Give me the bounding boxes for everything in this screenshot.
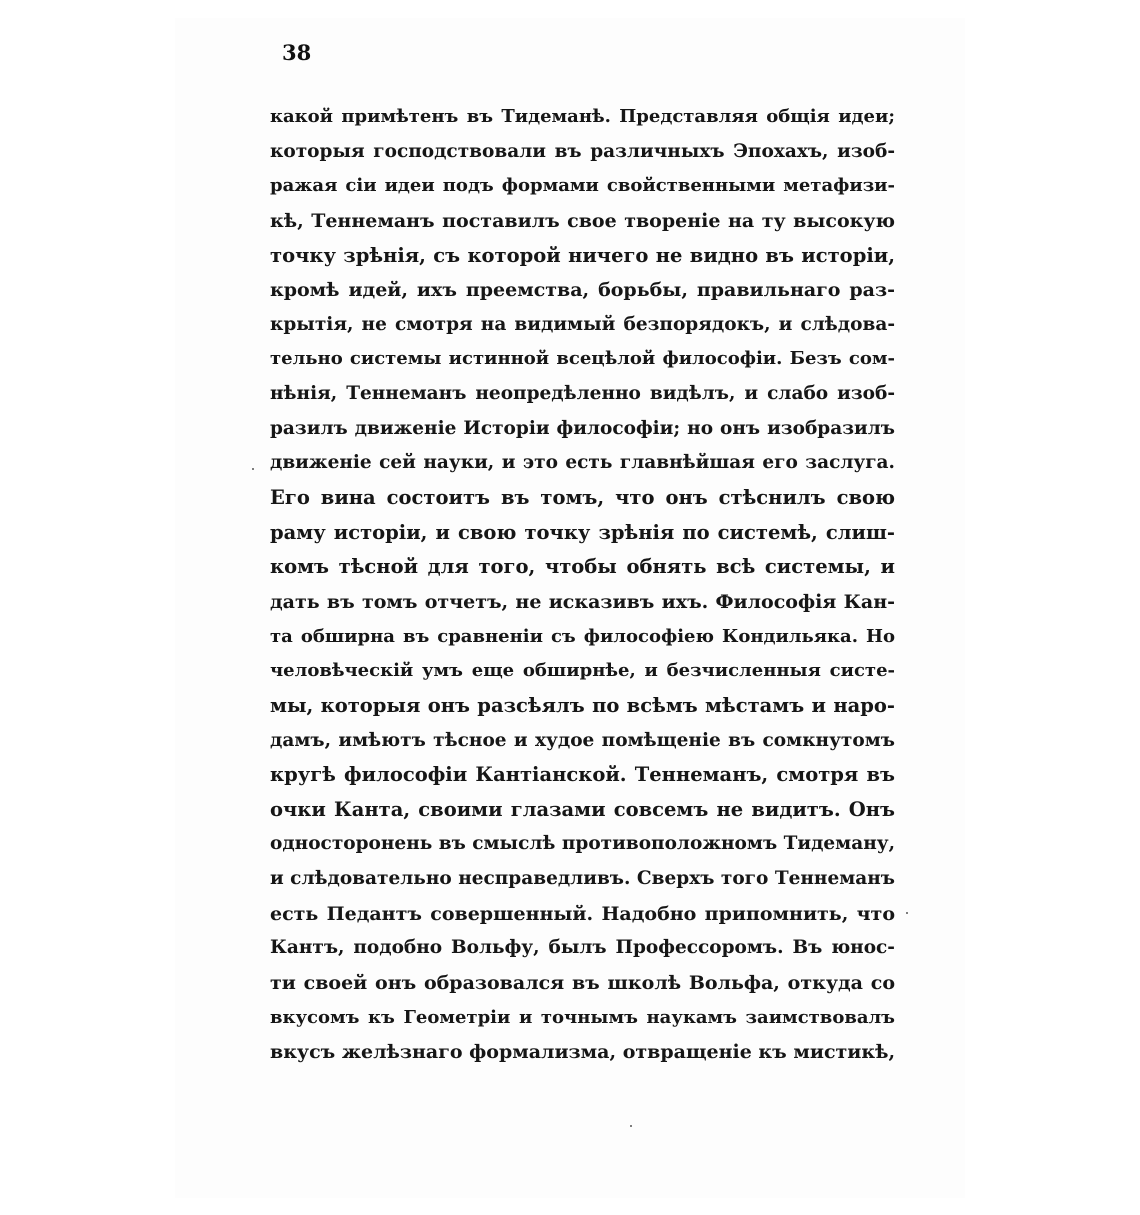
text-line: вкусъ желѣзнаго формализма, отвращеніе къ мистикѣ, xyxy=(270,1041,895,1064)
text-line: какой примѣтенъ въ Тидеманѣ. Представляя общія идеи; xyxy=(270,106,895,127)
text-line: мы, которыя онъ разсѣялъ по всѣмъ мѣстамъ и наро- xyxy=(270,693,895,717)
print-speck xyxy=(252,468,254,470)
text-line: кругѣ философіи Кантіанской. Теннеманъ, смотря въ xyxy=(270,763,895,787)
print-speck xyxy=(906,912,908,914)
text-line: очки Канта, своими глазами совсемъ не видитъ. Онъ xyxy=(270,797,895,821)
text-line: крытія, не смотря на видимый безпорядокъ, и слѣдова- xyxy=(270,313,895,335)
text-line: Его вина состоитъ въ томъ, что онъ стѣснилъ свою xyxy=(270,486,895,510)
text-line: та обширна въ сравненіи съ философіею Кондильяка. Но xyxy=(270,625,895,647)
text-line: и слѣдовательно несправедливъ. Сверхъ того Теннеманъ xyxy=(270,868,895,890)
text-line: точку зрѣнія, съ которой ничего не видно въ исторіи, xyxy=(270,243,895,267)
text-line: дамъ, имѣютъ тѣсное и худое помѣщеніе въ сомкнутомъ xyxy=(270,729,895,751)
text-line: Кантъ, подобно Вольфу, былъ Профессоромъ. Въ юнос- xyxy=(270,937,895,959)
text-line: ти своей онъ образовался въ школѣ Вольфа, откуда со xyxy=(270,972,895,995)
text-line: ражая сіи идеи подъ формами свойственными метафизи- xyxy=(270,175,895,197)
text-line: вкусомъ къ Геометріи и точнымъ наукамъ заимствовалъ xyxy=(270,1006,895,1028)
text-line: дать въ томъ отчетъ, не исказивъ ихъ. Философія Кан- xyxy=(270,590,895,613)
text-line: человѣческій умъ еще обширнѣе, и безчисленныя систе- xyxy=(270,660,895,682)
text-line: движеніе сей науки, и это есть главнѣйшая его заслуга. xyxy=(270,452,895,474)
text-line: разилъ движеніе Исторіи философіи; но онъ изобразилъ xyxy=(270,417,895,439)
text-line: кромѣ идей, ихъ преемства, борьбы, правильнаго раз- xyxy=(270,279,895,302)
text-line: есть Педантъ совершенный. Надобно припомнить, что xyxy=(270,902,895,925)
page-number: 38 xyxy=(282,40,312,65)
text-line: тельно системы истинной всецѣлой философіи. Безъ сом- xyxy=(270,348,895,370)
text-line: комъ тѣсной для того, чтобы обнять всѣ системы, и xyxy=(270,555,895,579)
text-line: кѣ, Теннеманъ поставилъ свое твореніе на ту высокую xyxy=(270,209,895,232)
text-line: односторонень въ смыслѣ противоположномъ Тидеману, xyxy=(270,833,895,855)
text-line: которыя господствовали въ различныхъ Эпохахъ, изоб- xyxy=(270,140,895,162)
text-line: нѣнія, Теннеманъ неопредѣленно видѣлъ, и слабо изоб- xyxy=(270,383,895,405)
text-line: раму исторіи, и свою точку зрѣнія по системѣ, слиш- xyxy=(270,520,895,544)
body-text xyxy=(270,100,895,1070)
print-speck xyxy=(630,1125,632,1127)
